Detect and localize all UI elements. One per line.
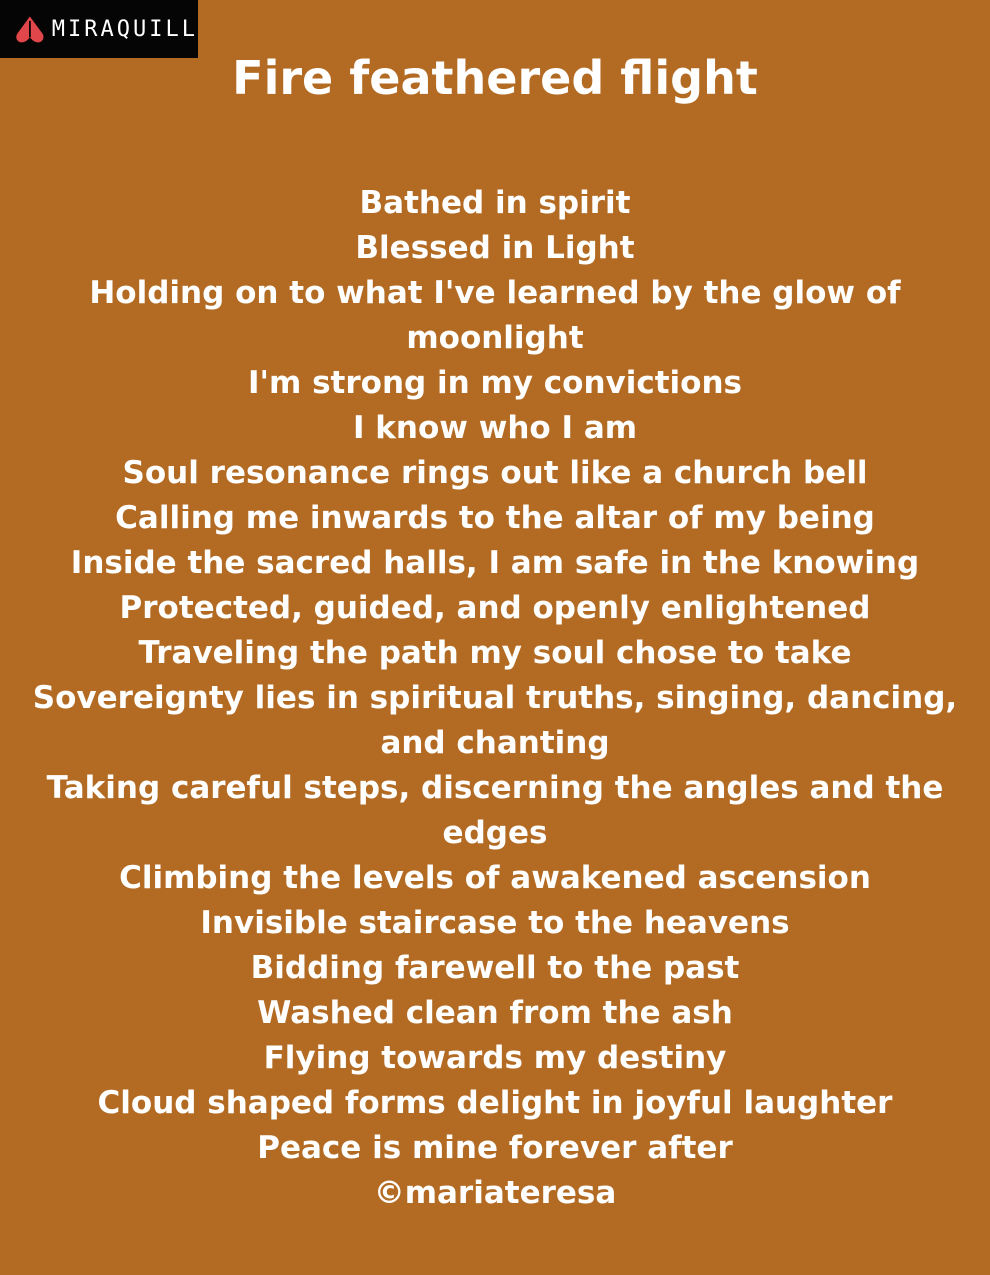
poem-line: moonlight <box>406 320 584 356</box>
poem-line: Flying towards my destiny <box>263 1040 727 1076</box>
poem-line: Bathed in spirit <box>359 185 631 221</box>
poem-title: Fire feathered flight <box>232 51 758 105</box>
poem-line: and chanting <box>380 725 610 761</box>
poem-line: Sovereignty lies in spiritual truths, singing, dancing, <box>32 680 958 716</box>
poem-line: I know who I am <box>352 410 638 446</box>
brand-name: MIRAQUILL <box>51 16 198 42</box>
poem-line: Washed clean from the ash <box>257 995 733 1031</box>
poem-line: Inside the sacred halls, I am safe in the knowing <box>70 545 920 581</box>
poem-line: Bidding farewell to the past <box>250 950 740 986</box>
author-signature: ©mariateresa <box>373 1175 617 1211</box>
poem-line: Climbing the levels of awakened ascension <box>119 860 871 896</box>
poem-line: Peace is mine forever after <box>257 1130 733 1166</box>
poem-line: Invisible staircase to the heavens <box>200 905 790 941</box>
poem-line: Protected, guided, and openly enlightened <box>119 590 871 626</box>
poem-line: edges <box>442 815 548 851</box>
poem-line: Soul resonance rings out like a church bell <box>122 455 868 491</box>
poem-line: Holding on to what I've learned by the glow of <box>89 275 901 311</box>
poem-line: Blessed in Light <box>355 230 635 266</box>
poem-body <box>30 181 960 1216</box>
poem-line: I'm strong in my convictions <box>247 365 743 401</box>
poem-line: Taking careful steps, discerning the angles and the <box>46 770 944 806</box>
quill-heart-icon <box>12 12 48 46</box>
poem-line: Traveling the path my soul chose to take <box>138 635 852 671</box>
poem-line: Cloud shaped forms delight in joyful laughter <box>97 1085 893 1121</box>
poem-line: Calling me inwards to the altar of my being <box>115 500 875 536</box>
